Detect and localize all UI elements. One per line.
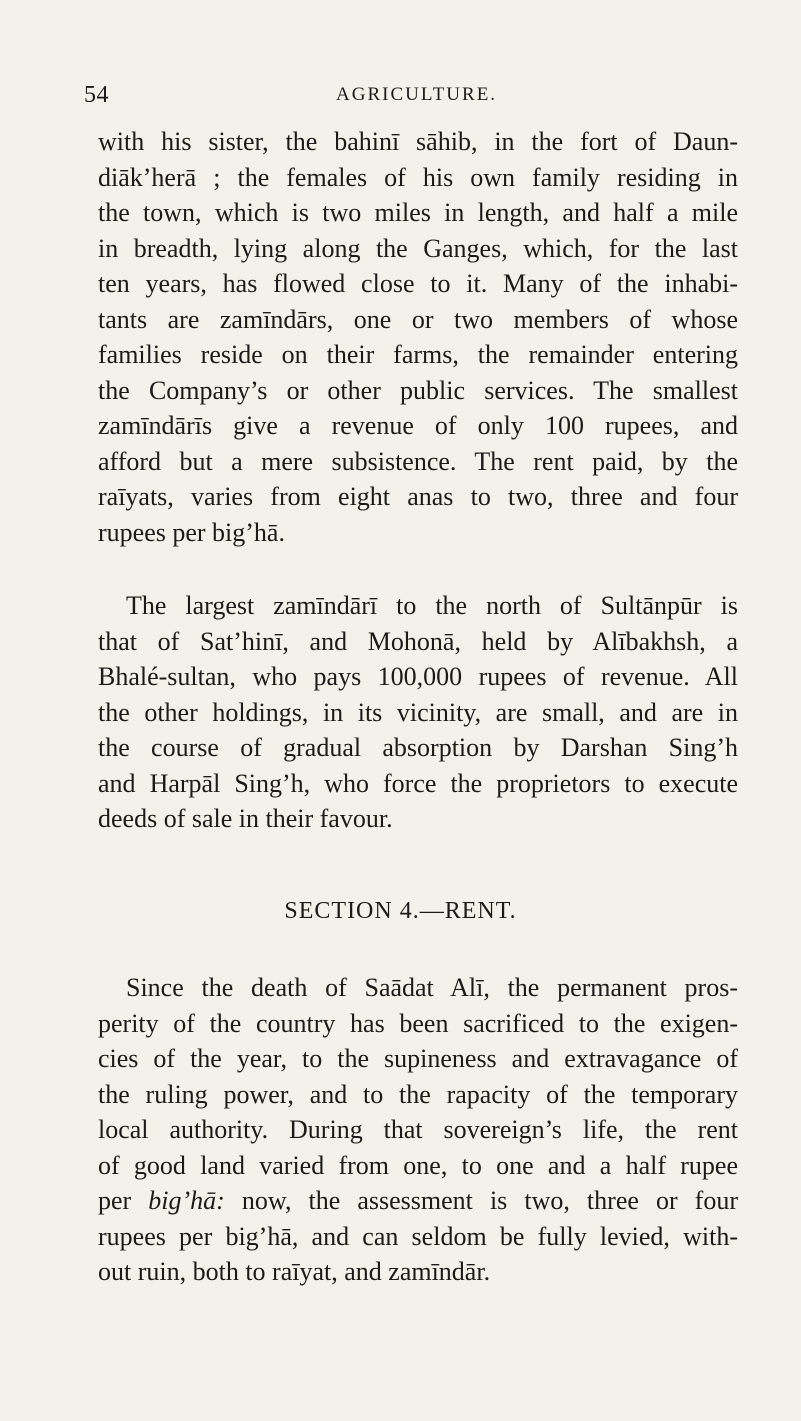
text-line: the other holdings, in its vicinity, are small, and are in xyxy=(98,697,738,727)
text-line: the Company’s or other public services. The smallest xyxy=(98,375,738,405)
text-fragment: per xyxy=(98,1186,149,1215)
page-number: 54 xyxy=(84,82,109,108)
text-line: local authority. During that sovereign’s life, the rent xyxy=(98,1115,738,1144)
text-line: perity of the country has been sacrificed to the exigen- xyxy=(98,1008,738,1038)
paragraph-3 xyxy=(98,970,738,1290)
text-line: rupees per big’hā. xyxy=(98,517,285,547)
text-line: cies of the year, to the supineness and extravagance of xyxy=(98,1044,738,1073)
text-line: the ruling power, and to the rapacity of the temporary xyxy=(98,1079,738,1109)
paragraph-1 xyxy=(98,124,738,550)
text-line: with his sister, the bahinī sāhib, in the fort of Daun- xyxy=(98,127,738,156)
text-line xyxy=(98,1183,738,1219)
text-line: Bhalé-sultan, who pays 100,000 rupees of revenue. All xyxy=(98,662,738,691)
text-line: of good land varied from one, to one and a half rupee xyxy=(98,1150,738,1180)
text-line: the course of gradual absorption by Darshan Sing’h xyxy=(98,733,738,762)
running-head xyxy=(84,82,734,112)
running-head-title: AGRICULTURE. xyxy=(336,84,498,105)
text-line: diāk’herā ; the females of his own family residing in xyxy=(98,162,738,192)
text-line: out ruin, both to raīyat, and zamīndār. xyxy=(98,1257,491,1286)
text-line: raīyats, varies from eight anas to two, three and four xyxy=(98,482,738,511)
text-line: families reside on their farms, the remainder entering xyxy=(98,340,738,369)
text-line: in breadth, lying along the Ganges, which, for the last xyxy=(98,233,738,263)
section-heading: SECTION 4.—RENT. xyxy=(284,898,517,924)
text-fragment: now, the assessment is two, three or four xyxy=(224,1186,738,1215)
text-line: Since the death of Saādat Alī, the permanent pros- xyxy=(126,973,738,1002)
text-line: tants are zamīndārs, one or two members of whose xyxy=(98,304,738,334)
text-line: zamīndārīs give a revenue of only 100 rupees, and xyxy=(98,411,738,440)
text-line: The largest zamīndārī to the north of Sultānpūr is xyxy=(126,591,738,620)
text-line: rupees per big’hā, and can seldom be fully levied, with- xyxy=(98,1221,738,1251)
text-line: that of Sat’hinī, and Mohonā, held by Alībakhsh, a xyxy=(98,626,738,656)
paragraph-2 xyxy=(98,588,738,837)
italic-term: big’hā: xyxy=(148,1186,225,1215)
text-line: ten years, has flowed close to it. Many of the inhabi- xyxy=(98,269,738,298)
text-line: and Harpāl Sing’h, who force the proprietors to execute xyxy=(98,768,738,798)
text-line: deeds of sale in their favour. xyxy=(98,804,393,833)
text-line: the town, which is two miles in length, and half a mile xyxy=(98,198,738,227)
text-line: afford but a mere subsistence. The rent paid, by the xyxy=(98,446,738,476)
